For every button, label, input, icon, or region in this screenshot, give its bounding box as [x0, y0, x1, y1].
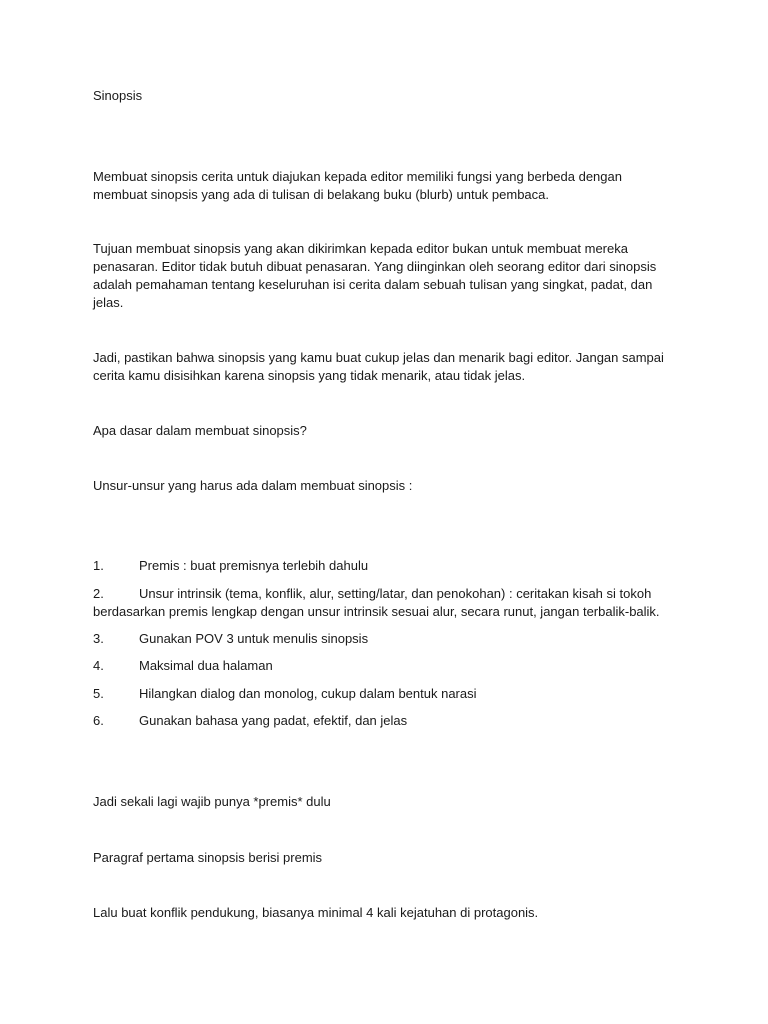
- list-text: Gunakan bahasa yang padat, efektif, dan jelas: [139, 713, 408, 728]
- list-number: 3.: [93, 631, 104, 646]
- paragraph-line: Jadi, pastikan bahwa sinopsis yang kamu buat cukup jelas dan menarik bagi editor. Jangan sampai: [93, 350, 664, 365]
- list-text: Maksimal dua halaman: [139, 658, 273, 673]
- paragraph-line: Tujuan membuat sinopsis yang akan dikirimkan kepada editor bukan untuk membuat mereka: [93, 241, 628, 256]
- list-text: Hilangkan dialog dan monolog, cukup dalam bentuk narasi: [139, 686, 477, 701]
- list-item: [93, 712, 693, 730]
- closing-line: Paragraf pertama sinopsis berisi premis: [93, 850, 323, 865]
- list-intro: Unsur-unsur yang harus ada dalam membuat sinopsis :: [93, 478, 413, 493]
- list-item: [93, 557, 693, 575]
- paragraph-line: Membuat sinopsis cerita untuk diajukan kepada editor memiliki fungsi yang berbeda dengan: [93, 169, 622, 184]
- question-heading: Apa dasar dalam membuat sinopsis?: [93, 423, 307, 438]
- list-item: [93, 585, 693, 621]
- list-text: Gunakan POV 3 untuk menulis sinopsis: [139, 631, 369, 646]
- paragraph-line: membuat sinopsis yang ada di tulisan di belakang buku (blurb) untuk pembaca.: [93, 187, 549, 202]
- list-item: [93, 657, 693, 675]
- closing-line: Jadi sekali lagi wajib punya *premis* dulu: [93, 794, 331, 809]
- list-text-continued: berdasarkan premis lengkap dengan unsur intrinsik sesuai alur, secara runut, jangan terbalik-balik.: [93, 604, 660, 619]
- paragraph-line: cerita kamu disisihkan karena sinopsis yang tidak menarik, atau tidak jelas.: [93, 368, 526, 383]
- list-text: Premis : buat premisnya terlebih dahulu: [139, 558, 369, 573]
- paragraph-line: adalah pemahaman tentang keseluruhan isi cerita dalam sebuah tulisan yang singkat, padat, dan: [93, 277, 653, 292]
- paragraph-intro: [93, 168, 683, 204]
- list-number: 5.: [93, 686, 104, 701]
- list-item: [93, 630, 693, 648]
- list-number: 1.: [93, 558, 104, 573]
- list-number: 6.: [93, 713, 104, 728]
- document-title: Sinopsis: [93, 88, 143, 103]
- paragraph-conclusion: [93, 349, 683, 385]
- closing-line: Lalu buat konflik pendukung, biasanya minimal 4 kali kejatuhan di protagonis.: [93, 905, 539, 920]
- list-item: [93, 685, 693, 703]
- paragraph-line: jelas.: [93, 295, 124, 310]
- paragraph-line: penasaran. Editor tidak butuh dibuat penasaran. Yang diinginkan oleh seorang editor dari sinopsis: [93, 259, 657, 274]
- list-number: 4.: [93, 658, 104, 673]
- list-text: Unsur intrinsik (tema, konflik, alur, setting/latar, dan penokohan) : ceritakan kisah si tokoh: [139, 586, 652, 601]
- list-number: 2.: [93, 586, 104, 601]
- paragraph-purpose: [93, 240, 683, 312]
